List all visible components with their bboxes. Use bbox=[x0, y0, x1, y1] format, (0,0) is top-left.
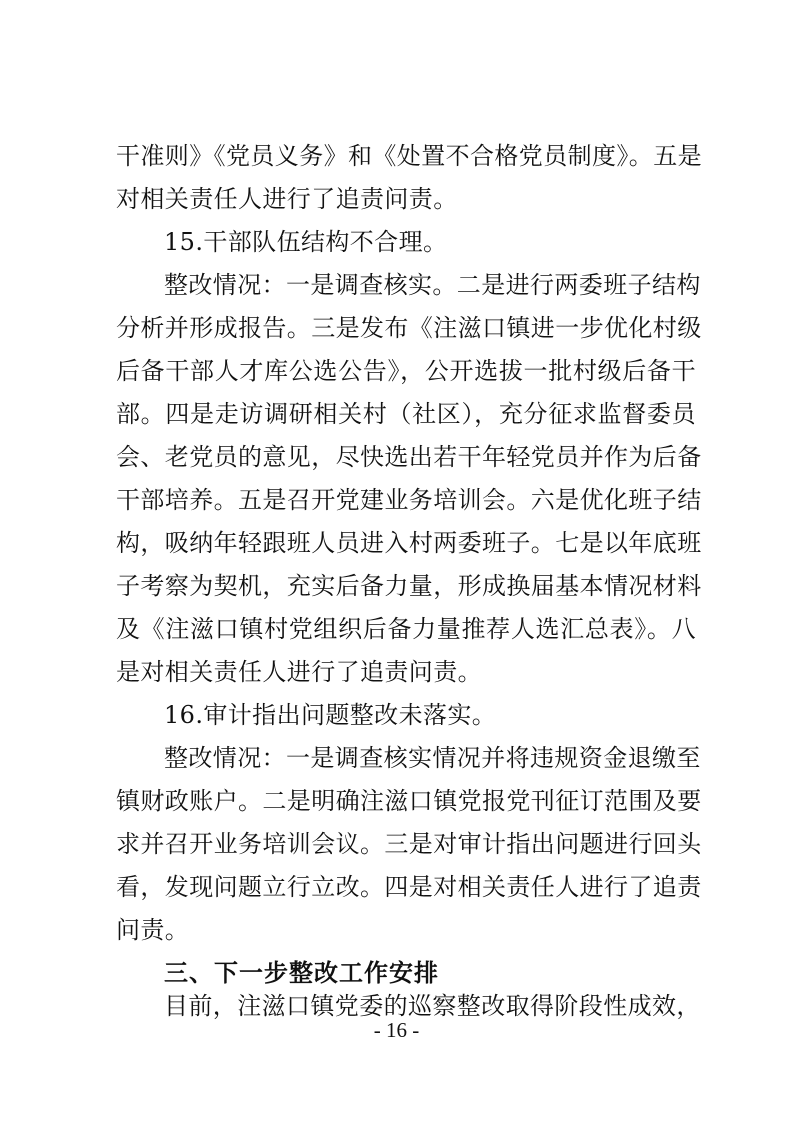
body-line: 分析并形成报告。三是发布《注滋口镇进一步优化村级 bbox=[116, 314, 702, 342]
body-line: 对相关责任人进行了追责问责。 bbox=[116, 185, 458, 213]
body-line: 问责。 bbox=[116, 916, 190, 944]
page-number: - 16 - bbox=[373, 1018, 420, 1042]
body-line: 求并召开业务培训会议。三是对审计指出问题进行回头 bbox=[116, 830, 702, 858]
body-line: 镇财政账户。二是明确注滋口镇党报党刊征订范围及要 bbox=[116, 787, 702, 815]
body-line: 子考察为契机，充实后备力量，形成换届基本情况材料 bbox=[116, 572, 702, 600]
body-line: 目前，注滋口镇党委的巡察整改取得阶段性成效， bbox=[164, 992, 701, 1020]
body-line: 看，发现问题立行立改。四是对相关责任人进行了追责 bbox=[116, 873, 702, 901]
body-line: 构，吸纳年轻跟班人员进入村两委班子。七是以年底班 bbox=[116, 529, 702, 557]
item-heading-15: 15.干部队伍结构不合理。 bbox=[164, 228, 448, 256]
item-heading-16: 16.审计指出问题整改未落实。 bbox=[164, 701, 497, 729]
section-heading: 三、下一步整改工作安排 bbox=[164, 959, 439, 987]
body-line: 干准则》《党员义务》和《处置不合格党员制度》。五是 bbox=[116, 142, 702, 170]
body-line: 整改情况：一是调查核实。二是进行两委班子结构 bbox=[164, 271, 701, 299]
body-line: 会、老党员的意见，尽快选出若干年轻党员并作为后备 bbox=[116, 443, 702, 471]
body-line: 及《注滋口镇村党组织后备力量推荐人选汇总表》。八 bbox=[116, 615, 696, 643]
body-line: 是对相关责任人进行了追责问责。 bbox=[116, 658, 482, 686]
body-line: 干部培养。五是召开党建业务培训会。六是优化班子结 bbox=[116, 486, 702, 514]
body-line: 后备干部人才库公选公告》，公开选拔一批村级后备干 bbox=[116, 357, 696, 385]
body-line: 整改情况：一是调查核实情况并将违规资金退缴至 bbox=[164, 744, 701, 772]
body-line: 部。四是走访调研相关村（社区），充分征求监督委员 bbox=[116, 400, 696, 428]
